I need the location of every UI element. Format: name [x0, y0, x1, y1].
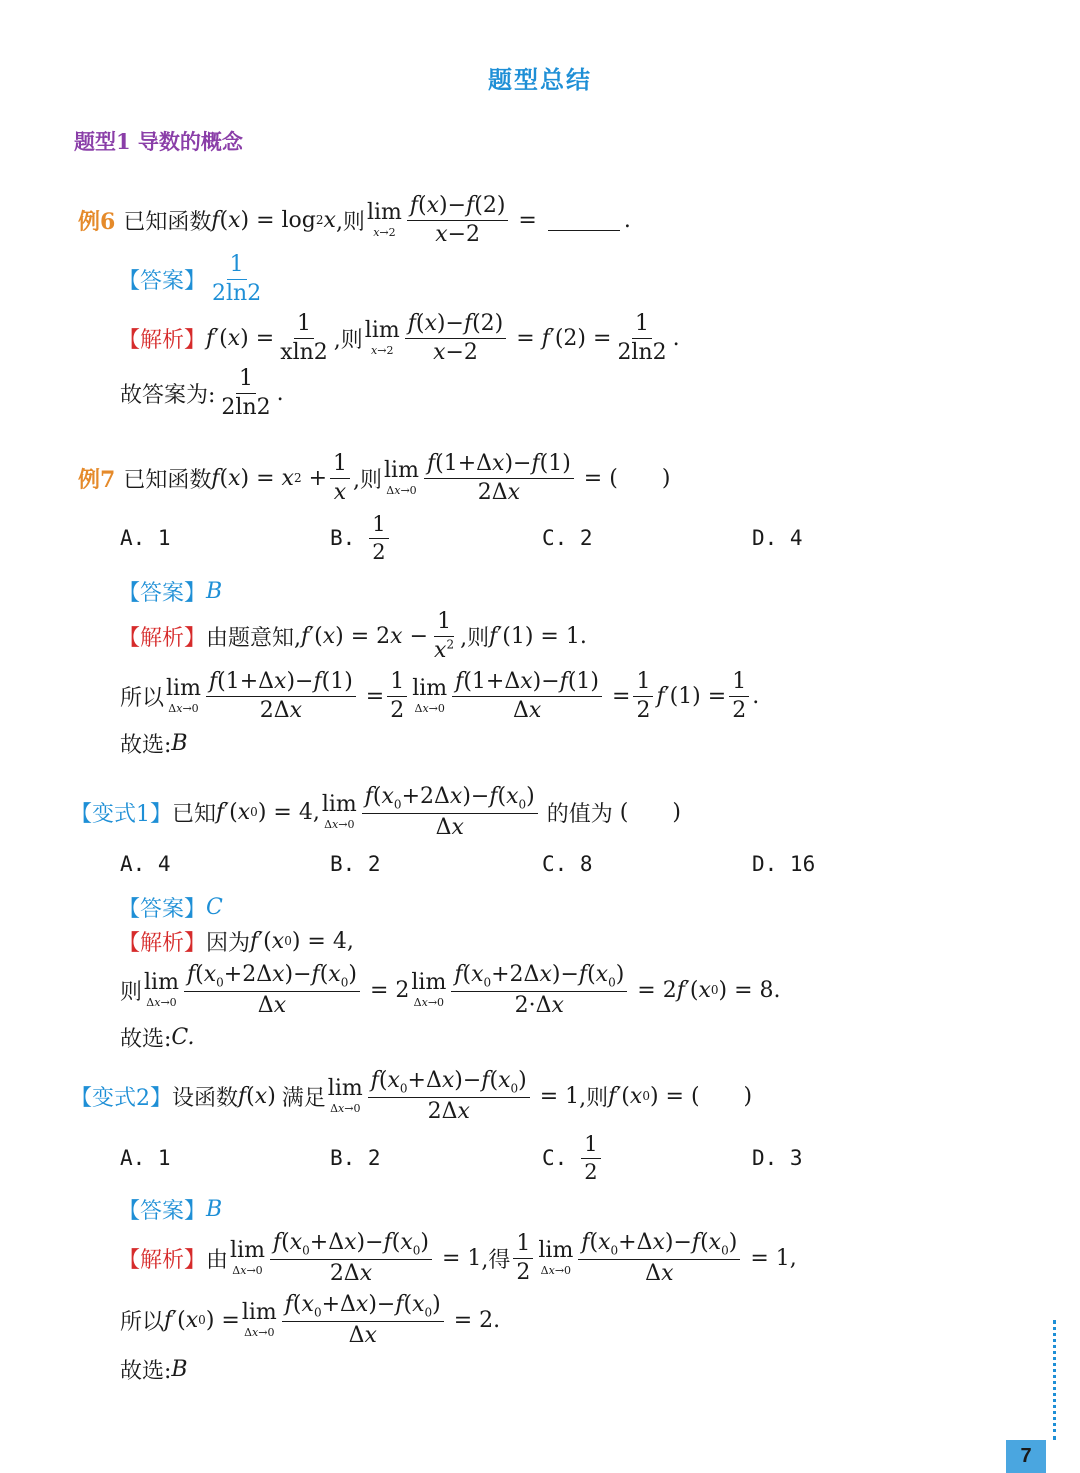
- var1-conclusion: 故选: C.: [120, 1024, 195, 1052]
- var2-answer: 【答案】 B: [118, 1196, 223, 1224]
- ex7-option-a: A. 1: [120, 526, 171, 550]
- ex7-answer: 【答案】 B: [118, 578, 223, 606]
- var2-conclusion: 故选: B: [120, 1356, 188, 1384]
- var2-option-d: D. 3: [752, 1146, 803, 1170]
- ex7-solution-1: 【解析】 由题意知, f ′( x ) = 2 x − $\frac{1}{x^2}$ ,则 f ′(1) = 1.: [118, 609, 587, 663]
- var2-option-b: B. 2: [330, 1146, 381, 1170]
- ex6-tag: 例6: [78, 208, 116, 235]
- var1-option-b: B. 2: [330, 852, 381, 876]
- var2-tag: 【变式2】: [70, 1085, 172, 1111]
- page-title: 题型总结: [488, 65, 592, 94]
- var2-solution-1: 【解析】 由 lim Δx→0 $\frac{f(x_0+\Delta x)-f(x_0)}{2\Delta x}$ = 1 ,得 $\frac{1}{2}$ lim Δx→0 $\frac{f(x_0+\Delta x)-f(x_0)}{\Delta x}$ = 1,: [118, 1229, 797, 1286]
- var1-option-a: A. 4: [120, 852, 171, 876]
- ex7-conclusion: 故选: B: [120, 730, 188, 758]
- var1-option-c: C. 8: [542, 852, 593, 876]
- var1-option-d: D. 16: [752, 852, 816, 876]
- ex7-option-c: C. 2: [542, 526, 593, 550]
- ex6-then: ,则: [335, 209, 365, 235]
- ex6-question: 例6 已知函数 f ( x ) = log 2 x ,则 lim x→2 $\frac{f(x)-f(2)}{x-2}$ = .: [78, 193, 631, 247]
- answer-blank: [548, 210, 620, 231]
- var1-solution-2: 则 lim Δx→0 $\frac{f(x_0+2\Delta x)-f(x_0)}{\Delta x}$ = 2 lim Δx→0 $\frac{f(x_0+2\Delta x)-f(x_0)}{2\cdot\Delta x}$ = 2 f ′( x 0 ) = 8.: [120, 961, 781, 1018]
- var2-option-a: A. 1: [120, 1146, 171, 1170]
- ex6-answer: 【答案】 $\frac{1}{2\ln 2}$: [118, 252, 262, 306]
- ex7-solution-2: 所以 lim Δx→0 $\frac{f(1+\Delta x)-f(1)}{2\Delta x}$ = $\frac{1}{2}$ lim Δx→0 $\frac{f(1+\Delta x)-f(1)}{\Delta x}$ = $\frac{1}{2}$ f ′(1) = $\frac{1}{2}$ .: [120, 669, 760, 723]
- var1-answer: 【答案】 C: [118, 894, 223, 922]
- ex6-stem-prefix: 已知函数: [123, 209, 212, 235]
- var2-question: 【变式2】 设函数 f ( x ) 满足 lim Δx→0 $\frac{f(x_0+\Delta x)-f(x_0)}{2\Delta x}$ = 1 ,则 f ′( x 0 ) = ( ): [70, 1067, 753, 1124]
- ex7-question: 例7 已知函数 f ( x ) = x 2 + $\frac{1}{x}$ ,则 lim Δx→0 $\frac{f(1+\Delta x)-f(1)}{2\Delta x}$ = ( ): [78, 451, 671, 505]
- page-number: 7: [1006, 1440, 1046, 1473]
- ex7-option-b: B. $\frac{1}{2}$: [330, 512, 392, 564]
- margin-dotted-line: [1053, 1320, 1056, 1440]
- section-heading: 题型1 导数的概念: [74, 129, 243, 154]
- ex6-solution-1: 【解析】 f ′( x ) = $\frac{1}{xln2}$ ,则 lim x→2 $\frac{f(x)-f(2)}{x-2}$ = f ′(2) = $\frac{1}{2\ln 2}$ .: [118, 311, 680, 365]
- answer-label: 【答案】: [118, 268, 207, 294]
- var2-solution-2: 所以 f ′( x 0 ) = lim Δx→0 $\frac{f(x_0+\Delta x)-f(x_0)}{\Delta x}$ = 2.: [120, 1291, 501, 1348]
- var1-question: 【变式1】 已知 f ′( x 0 ) = 4, lim Δx→0 $\frac{f(x_0+2\Delta x)-f(x_0)}{\Delta x}$ 的值为 ( ): [70, 783, 681, 840]
- var2-option-c: C. $\frac{1}{2}$: [542, 1132, 604, 1184]
- var1-solution-1: 【解析】 因为 f ′( x 0 ) = 4,: [118, 928, 354, 956]
- ex6-solution-2: 故答案为: $\frac{1}{2\ln 2}$ .: [120, 366, 284, 420]
- analysis-label: 【解析】: [118, 327, 207, 353]
- ex7-option-d: D. 4: [752, 526, 803, 550]
- ex7-tag: 例7: [78, 466, 116, 493]
- var1-tag: 【变式1】: [70, 801, 172, 827]
